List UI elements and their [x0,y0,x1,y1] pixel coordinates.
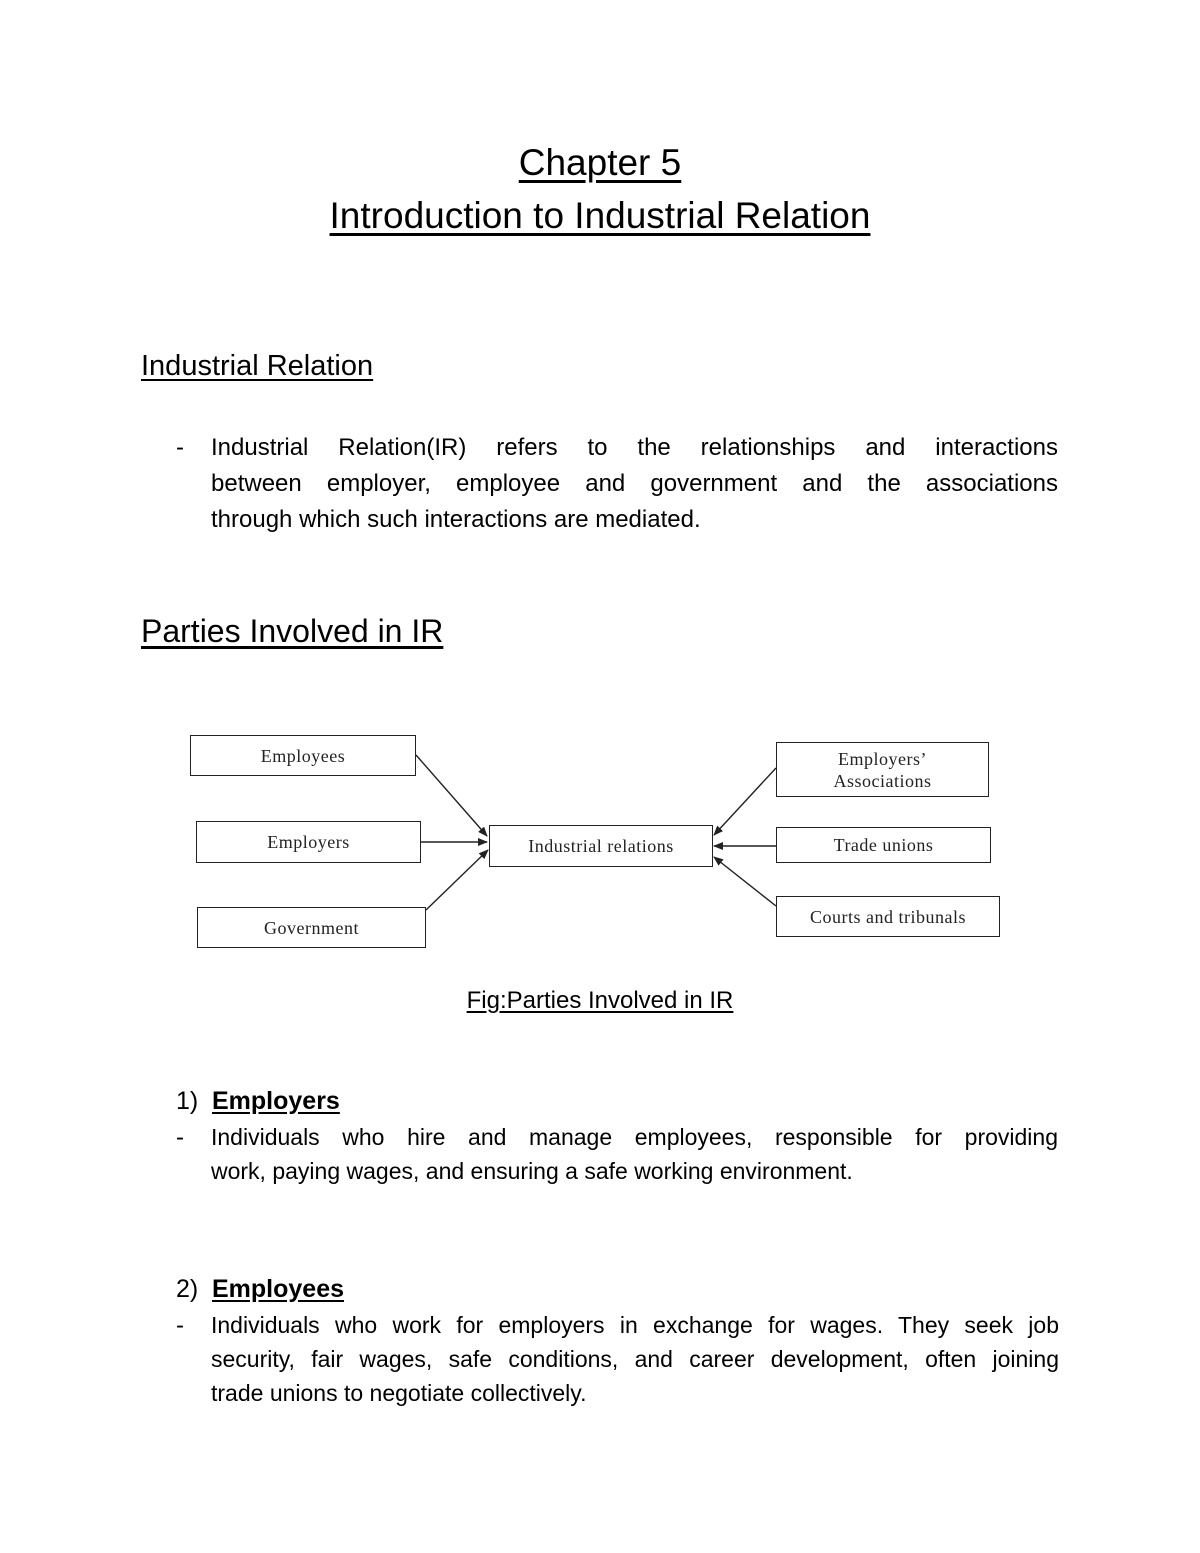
box-courts-and-tribunals: Courts and tribunals [776,896,1000,937]
employees-line: Individuals who work for employers in exchange for wages. They seek job [211,1312,1059,1338]
employees-line: security, fair wages, safe conditions, and career development, often joining [211,1346,1059,1372]
definition-line: Industrial Relation(IR) refers to the relationships and interactions [211,434,1058,461]
definition-line: through which such interactions are mediated. [211,506,701,533]
arrow-courts [714,857,776,906]
definition-line: between employer, employee and government and the associations [211,470,1058,497]
item-number: 1) [176,1087,199,1115]
page-title: Introduction to Industrial Relation [329,195,871,236]
employees-paragraph [211,1308,1059,1410]
box-trade-unions: Trade unions [776,827,991,863]
bullet-dash: - [176,1312,184,1339]
section-heading-parties: Parties Involved in IR [141,613,444,649]
box-industrial-relations: Industrial relations [489,825,713,867]
bullet-dash: - [176,434,184,461]
section-heading-industrial-relation: Industrial Relation [141,350,374,382]
box-employers-associations-line2: Associations [833,770,932,791]
box-employers-associations [776,742,989,797]
bullet-dash: - [176,1124,184,1151]
arrow-government [426,850,488,910]
definition-paragraph [211,430,1058,538]
item-number: 2) [176,1275,199,1303]
figure-caption: Fig:Parties Involved in IR [466,987,734,1014]
employees-line: trade unions to negotiate collectively. [211,1380,587,1406]
arrow-employees [416,755,487,836]
employers-paragraph [211,1120,1058,1188]
box-employers: Employers [196,821,421,863]
item-heading-employees: Employees [212,1275,345,1303]
chapter-title: Chapter 5 [518,142,682,183]
box-employees: Employees [190,735,416,776]
box-government: Government [197,907,426,948]
employers-line: work, paying wages, and ensuring a safe working environment. [211,1158,853,1184]
item-heading-employers: Employers [212,1087,340,1115]
box-employers-associations-line1: Employers’ [838,748,927,769]
arrow-employers-associations [714,768,776,835]
employers-line: Individuals who hire and manage employees, responsible for providing [211,1124,1058,1150]
